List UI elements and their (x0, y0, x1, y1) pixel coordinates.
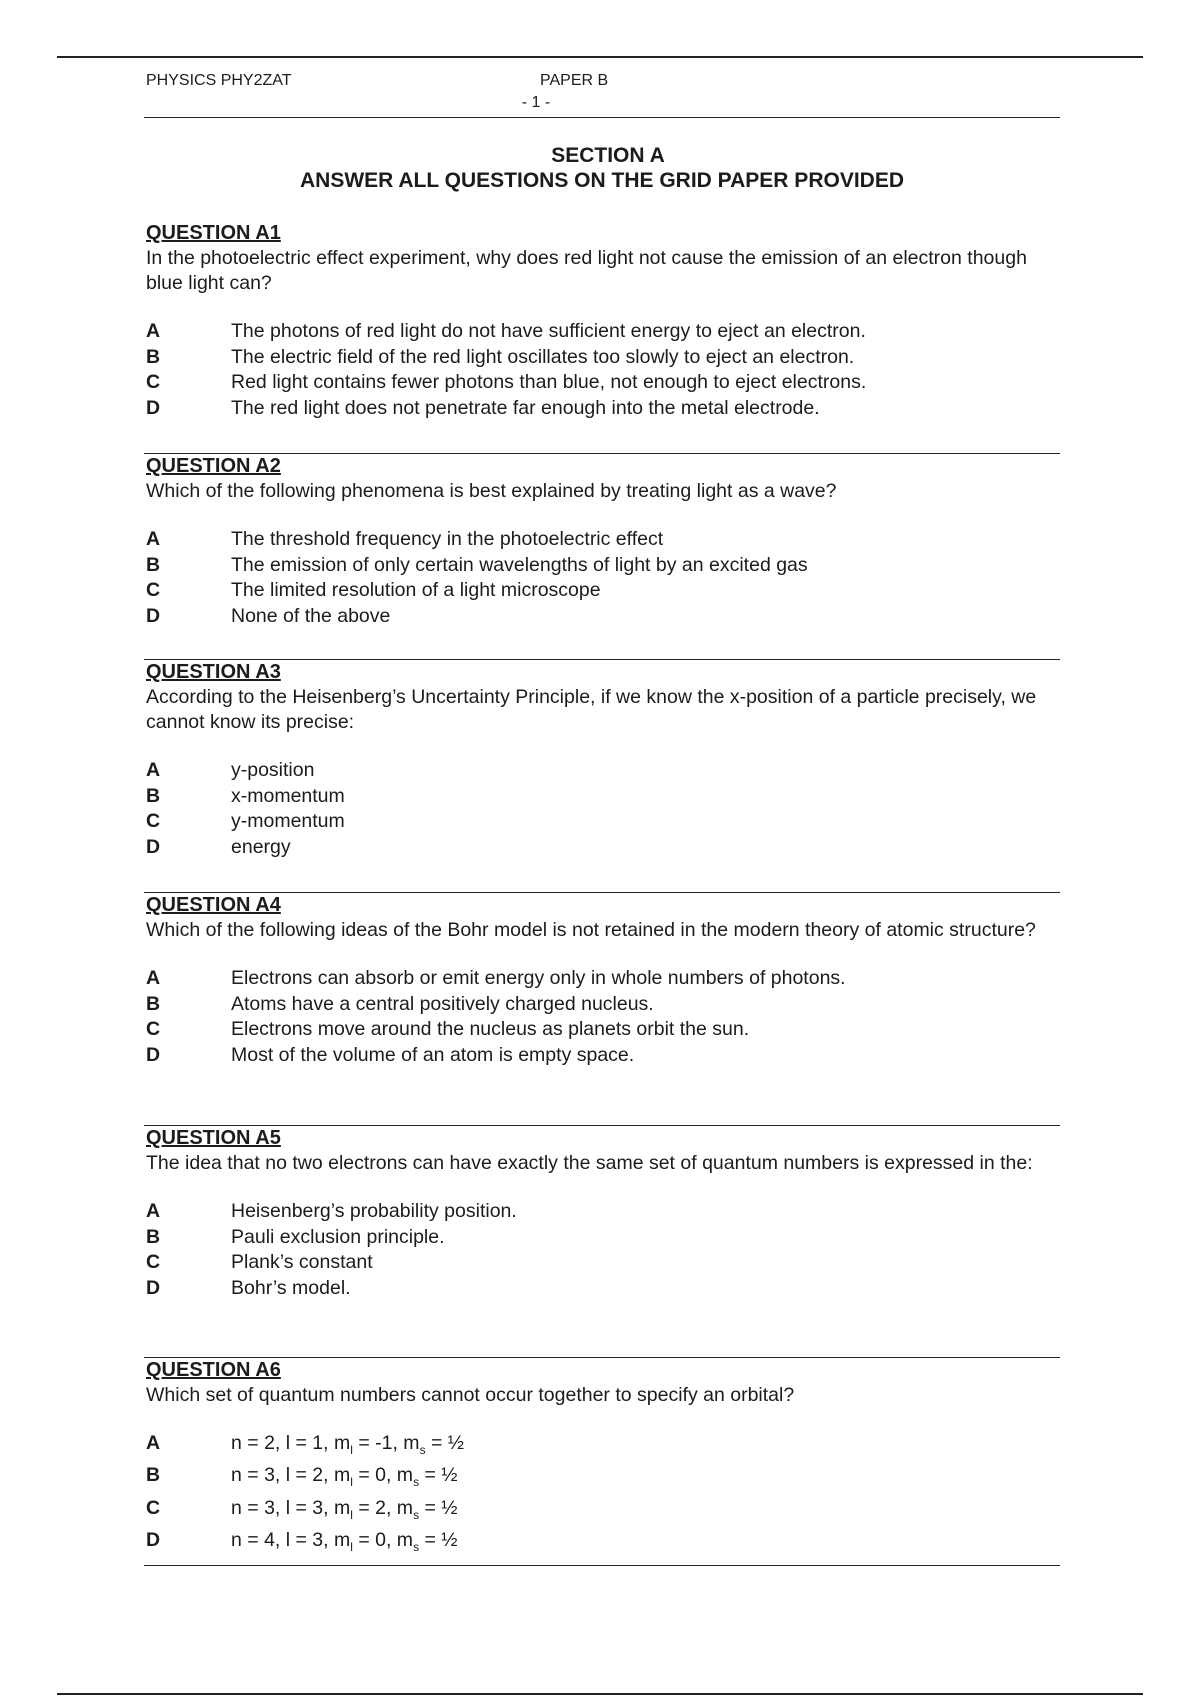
option-letter: C (146, 579, 161, 601)
subscript-s: s (413, 1507, 420, 1522)
option-text: None of the above (231, 604, 391, 627)
option-letter: C (146, 1496, 161, 1519)
option-letter: D (146, 1529, 161, 1552)
quantum-numbers-part: n = 3, l = 3, m (231, 1496, 351, 1519)
option-c (146, 1496, 1060, 1528)
option-letter: B (146, 553, 161, 576)
option-text: The threshold frequency in the photoelectric effect (231, 528, 664, 550)
option-text: The limited resolution of a light microscope (231, 579, 601, 601)
option-letter: D (146, 1043, 161, 1066)
question-text: The idea that no two electrons can have exactly the same set of quantum numbers is expressed in the: (146, 1152, 1033, 1174)
option-letter: A (146, 759, 161, 781)
option-list (146, 1431, 1060, 1561)
question-a3 (146, 660, 1060, 860)
option-b (146, 553, 1060, 579)
header-rule (144, 117, 1060, 118)
option-letter: A (146, 1432, 161, 1454)
option-letter: C (146, 810, 161, 832)
paper-label: PAPER B (540, 72, 609, 89)
option-text: x-momentum (231, 784, 345, 807)
option-b (146, 1225, 1060, 1251)
question-heading: QUESTION A2 (146, 455, 281, 477)
question-heading: QUESTION A5 (146, 1127, 281, 1149)
option-b (146, 1463, 1060, 1495)
option-text: Most of the volume of an atom is empty space. (231, 1043, 635, 1066)
question-text: According to the Heisenberg’s Uncertainty Principle, if we know the x-position of a particle precisely, we cannot know its precise: (146, 686, 1037, 733)
option-letter: D (146, 396, 161, 419)
option-text: energy (231, 835, 291, 858)
option-letter: A (146, 967, 161, 989)
quantum-numbers-part: = ½ (419, 1464, 458, 1487)
question-heading: QUESTION A4 (146, 894, 281, 916)
section-instruction: ANSWER ALL QUESTIONS ON THE GRID PAPER PROVIDED (300, 169, 904, 192)
quantum-numbers-part: n = 4, l = 3, m (231, 1529, 351, 1552)
option-letter: B (146, 784, 161, 807)
option-c (146, 578, 1060, 604)
question-text: Which set of quantum numbers cannot occur together to specify an orbital? (146, 1384, 795, 1406)
question-text: In the photoelectric effect experiment, why does red light not cause the emission of an electron though blue light can? (146, 247, 1027, 294)
option-text: Pauli exclusion principle. (231, 1225, 445, 1248)
option-a (146, 319, 1060, 345)
quantum-numbers-part: = ½ (419, 1496, 458, 1519)
option-text: Electrons can absorb or emit energy only in whole numbers of photons. (231, 967, 846, 989)
option-letter: B (146, 1225, 161, 1248)
option-a (146, 1199, 1060, 1225)
option-c (146, 1017, 1060, 1043)
question-a6 (146, 1358, 1060, 1561)
option-c (146, 809, 1060, 835)
question-a4 (146, 893, 1060, 1068)
subscript-l: l (350, 1442, 353, 1457)
option-letter: D (146, 835, 161, 858)
quantum-numbers-part: = 0, m (352, 1464, 414, 1487)
page-header (146, 72, 1060, 120)
option-text: y-position (231, 759, 315, 781)
option-a (146, 966, 1060, 992)
question-heading: QUESTION A3 (146, 661, 281, 683)
option-letter: D (146, 1276, 161, 1299)
subscript-l: l (350, 1475, 353, 1490)
quantum-numbers-part: n = 3, l = 2, m (231, 1464, 351, 1487)
option-text: Atoms have a central positively charged nucleus. (231, 992, 654, 1015)
option-text (231, 1463, 458, 1495)
quantum-numbers-part: = 0, m (352, 1529, 414, 1552)
option-list (146, 1199, 1060, 1301)
option-letter: A (146, 320, 161, 342)
option-letter: B (146, 992, 161, 1015)
section-title: SECTION A (551, 144, 665, 167)
option-d (146, 1528, 1060, 1560)
option-list (146, 527, 1060, 629)
page-number: - 1 - (521, 94, 551, 111)
quantum-numbers-part: = -1, m (352, 1432, 420, 1454)
option-text: The emission of only certain wavelengths of light by an excited gas (231, 553, 808, 576)
option-b (146, 345, 1060, 371)
option-a (146, 758, 1060, 784)
page-bottom-rule (57, 1693, 1143, 1695)
option-b (146, 784, 1060, 810)
question-text: Which of the following ideas of the Bohr model is not retained in the modern theory of atomic structure? (146, 919, 1036, 941)
option-text: Electrons move around the nucleus as planets orbit the sun. (231, 1018, 750, 1040)
option-letter: C (146, 1018, 161, 1040)
option-letter: D (146, 604, 161, 627)
option-b (146, 992, 1060, 1018)
option-d (146, 1276, 1060, 1302)
option-list (146, 319, 1060, 421)
page-top-rule (57, 56, 1143, 58)
question-a1 (146, 221, 1060, 421)
option-d (146, 396, 1060, 422)
option-text (231, 1528, 458, 1560)
quantum-numbers-part: = ½ (419, 1529, 458, 1552)
subscript-s: s (419, 1442, 426, 1457)
subscript-s: s (413, 1475, 420, 1490)
subscript-l: l (350, 1540, 353, 1555)
option-text: The photons of red light do not have sufficient energy to eject an electron. (231, 320, 866, 342)
option-list (146, 966, 1060, 1068)
option-c (146, 370, 1060, 396)
question-a2 (146, 454, 1060, 629)
quantum-numbers-part: = 2, m (352, 1496, 414, 1519)
option-text: The red light does not penetrate far enough into the metal electrode. (231, 396, 820, 419)
question-a5 (146, 1126, 1060, 1301)
option-text: Heisenberg’s probability position. (231, 1200, 517, 1222)
subscript-l: l (350, 1507, 353, 1522)
option-text: Red light contains fewer photons than blue, not enough to eject electrons. (231, 371, 867, 393)
option-a (146, 1431, 1060, 1463)
subject-code: PHYSICS PHY2ZAT (146, 72, 292, 89)
option-text: Bohr’s model. (231, 1276, 351, 1299)
option-d (146, 1043, 1060, 1069)
option-letter: B (146, 345, 161, 368)
option-d (146, 604, 1060, 630)
quantum-numbers-part: = ½ (425, 1432, 465, 1454)
option-d (146, 835, 1060, 861)
option-text: The electric field of the red light oscillates too slowly to eject an electron. (231, 345, 855, 368)
question-divider (144, 1565, 1060, 1566)
option-text: y-momentum (231, 810, 345, 832)
option-letter: B (146, 1464, 161, 1487)
option-letter: A (146, 1200, 161, 1222)
option-a (146, 527, 1060, 553)
option-letter: C (146, 371, 161, 393)
question-text: Which of the following phenomena is best explained by treating light as a wave? (146, 480, 837, 502)
subscript-s: s (413, 1540, 420, 1555)
question-heading: QUESTION A1 (146, 222, 281, 244)
section-heading (144, 143, 1060, 193)
option-text (231, 1431, 464, 1463)
option-list (146, 758, 1060, 860)
option-letter: A (146, 528, 161, 550)
quantum-numbers-part: n = 2, l = 1, m (231, 1432, 351, 1454)
question-heading: QUESTION A6 (146, 1359, 281, 1381)
option-c (146, 1250, 1060, 1276)
option-text (231, 1496, 458, 1528)
option-letter: C (146, 1251, 161, 1273)
option-text: Plank’s constant (231, 1251, 373, 1273)
